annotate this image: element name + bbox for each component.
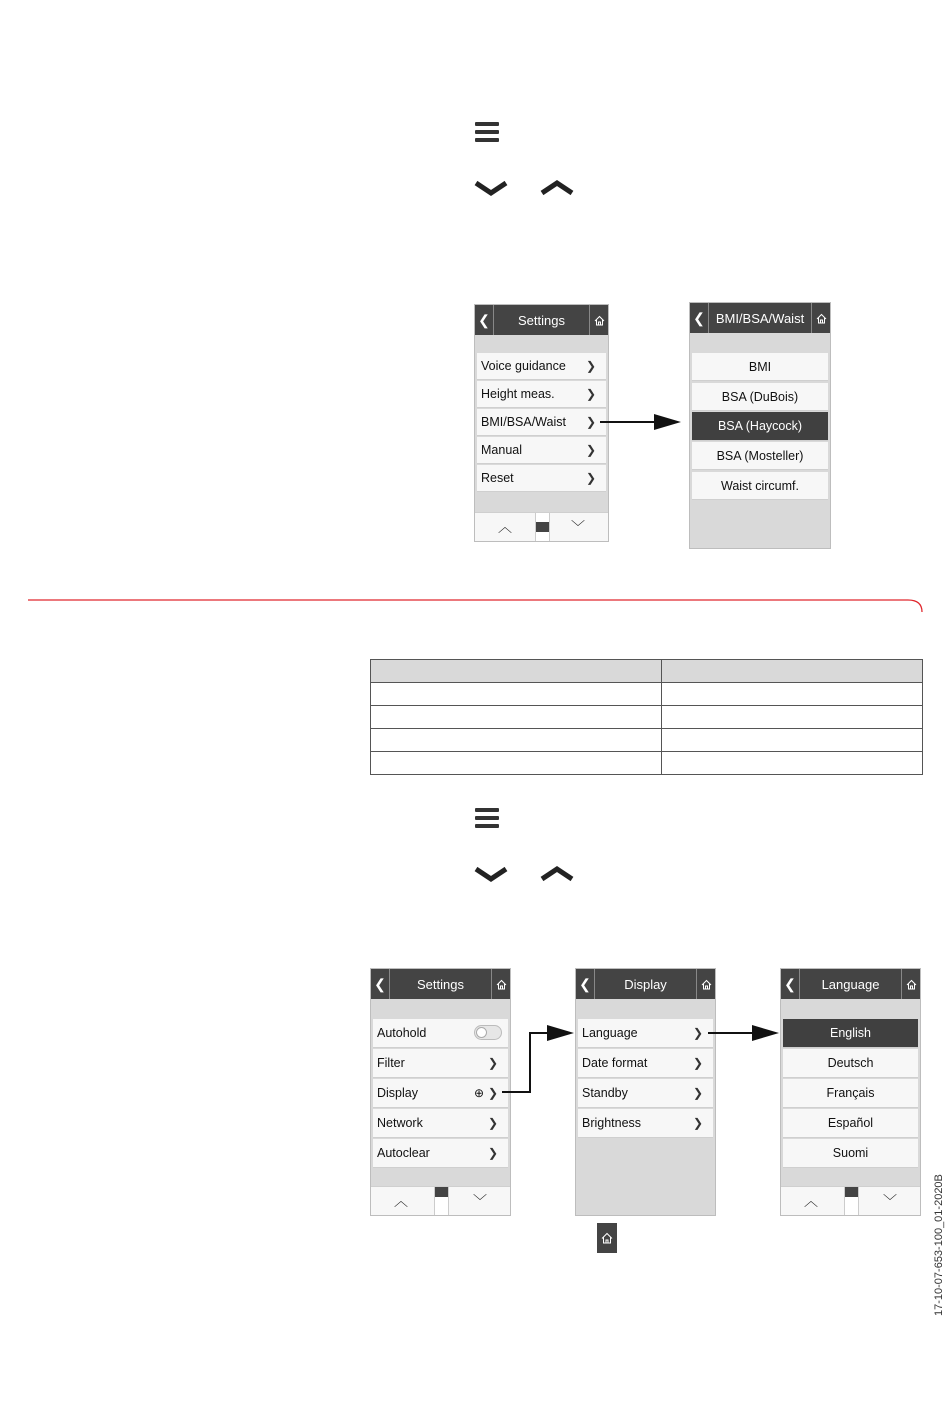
menu-item-label: Height meas.	[481, 387, 555, 401]
chevron-up-icon[interactable]: ︿	[804, 1193, 818, 1209]
option-label: Français	[826, 1086, 875, 1100]
menu-item-network[interactable]	[373, 1109, 508, 1138]
menu-item-label: Date format	[582, 1056, 648, 1070]
menu-item-language[interactable]	[578, 1019, 713, 1048]
menu-item-label: Reset	[481, 471, 514, 485]
table-row	[371, 752, 923, 775]
menu-item-label: Brightness	[582, 1116, 642, 1130]
option-english[interactable]	[783, 1019, 918, 1048]
arrow-line	[529, 1032, 531, 1093]
table-cell	[662, 683, 923, 706]
back-icon[interactable]: ❮	[690, 303, 709, 333]
chevron-down-icon[interactable]: ﹀	[883, 1193, 897, 1209]
menu-icon	[475, 122, 499, 146]
chevron-up-icon	[539, 178, 575, 198]
screen-header	[781, 969, 920, 999]
menu-item-label: BMI/BSA/Waist	[481, 415, 566, 429]
option-bsa-haycock[interactable]	[692, 412, 828, 441]
option-label: Español	[827, 1116, 874, 1130]
option-label: Deutsch	[827, 1056, 874, 1070]
bmi-bsa-waist-screen	[689, 302, 831, 549]
chevron-down-icon	[473, 178, 509, 198]
menu-item-display[interactable]	[373, 1079, 508, 1108]
option-label: BSA (Mosteller)	[716, 448, 804, 463]
autohold-toggle[interactable]	[474, 1025, 502, 1040]
option-label: Waist circumf.	[720, 478, 799, 493]
menu-item-date-format[interactable]	[578, 1049, 713, 1078]
chevron-right-icon: ❯	[585, 415, 596, 429]
menu-item-manual[interactable]	[477, 437, 606, 464]
scroll-footer	[371, 1186, 510, 1215]
menu-item-standby[interactable]	[578, 1079, 713, 1108]
arrow-head	[654, 413, 682, 431]
table-cell	[371, 683, 662, 706]
arrow-head	[547, 1024, 575, 1042]
screen-title: BMI/BSA/Waist	[715, 310, 805, 326]
arrow-line	[600, 421, 658, 423]
option-label: BMI	[748, 359, 772, 374]
menu-item-label: Manual	[481, 443, 522, 457]
chevron-right-icon: ❯	[692, 1056, 703, 1070]
home-icon[interactable]	[901, 969, 920, 999]
menu-item-label: Filter	[377, 1056, 405, 1070]
chevron-right-icon: ❯	[487, 1116, 498, 1130]
table-row	[371, 729, 923, 752]
table-cell	[371, 752, 662, 775]
chevron-right-icon: ❯	[692, 1116, 703, 1130]
table-cell	[662, 752, 923, 775]
chevron-down-icon[interactable]: ﹀	[571, 519, 585, 535]
table-cell	[662, 706, 923, 729]
screen-header	[576, 969, 715, 999]
option-label: English	[830, 1026, 871, 1040]
table-cell	[371, 729, 662, 752]
chevron-up-icon[interactable]: ︿	[498, 519, 512, 535]
language-screen	[780, 968, 921, 1216]
screen-header	[690, 303, 830, 333]
menu-item-reset[interactable]	[477, 465, 606, 492]
chevron-right-icon: ❯	[585, 443, 596, 457]
screen-title: Language	[821, 976, 880, 992]
chevron-up-icon	[539, 864, 575, 884]
table-header-cell	[662, 660, 923, 683]
figure-id: 17-10-07-653-100_01-2020B	[933, 1174, 945, 1316]
back-icon[interactable]: ❮	[781, 969, 800, 999]
option-suomi[interactable]	[783, 1139, 918, 1168]
section-divider	[28, 595, 928, 619]
chevron-right-icon: ❯	[487, 1146, 498, 1160]
menu-item-label: Network	[377, 1116, 423, 1130]
menu-item-filter[interactable]	[373, 1049, 508, 1078]
chevron-up-icon[interactable]: ︿	[394, 1193, 408, 1209]
arrow-line	[502, 1091, 531, 1093]
arrow-head	[752, 1024, 780, 1042]
menu-item-label: Language	[582, 1026, 638, 1040]
back-icon[interactable]: ❮	[475, 305, 494, 335]
table-cell	[662, 729, 923, 752]
chevron-right-icon: ❯	[585, 471, 596, 485]
home-icon[interactable]	[696, 969, 715, 999]
menu-item-label: Display	[377, 1086, 418, 1100]
chevron-right-icon: ❯	[692, 1086, 703, 1100]
scroll-footer	[781, 1186, 920, 1215]
arrow-line	[529, 1032, 549, 1034]
menu-item-label: Standby	[582, 1086, 628, 1100]
arrow-line	[708, 1032, 758, 1034]
option-label: Suomi	[832, 1146, 869, 1160]
menu-item-bmi-bsa-waist[interactable]	[477, 409, 606, 436]
menu-item-label: Voice guidance	[481, 359, 566, 373]
back-icon[interactable]: ❮	[371, 969, 390, 999]
chevron-right-icon: ❯	[487, 1056, 498, 1070]
globe-icon: ⊕	[473, 1086, 484, 1100]
menu-item-autoclear[interactable]	[373, 1139, 508, 1168]
home-icon[interactable]	[811, 303, 830, 333]
chevron-down-icon[interactable]: ﹀	[473, 1193, 487, 1209]
menu-item-label: Autoclear	[377, 1146, 430, 1160]
scrollbar[interactable]	[434, 1187, 449, 1215]
settings-screen-1	[474, 304, 609, 542]
screen-title: Settings	[417, 976, 464, 992]
home-icon[interactable]	[491, 969, 510, 999]
settings-screen-2	[370, 968, 511, 1216]
scroll-footer	[475, 512, 608, 541]
option-waist-circumf[interactable]	[692, 472, 828, 500]
scrollbar[interactable]	[844, 1187, 859, 1215]
menu-item-label: Autohold	[377, 1026, 427, 1040]
menu-icon	[475, 808, 499, 832]
option-bmi[interactable]	[692, 353, 828, 381]
screen-header	[371, 969, 510, 999]
menu-item-autohold[interactable]	[373, 1019, 508, 1048]
option-label: BSA (DuBois)	[721, 389, 799, 404]
table-header-row	[371, 660, 923, 683]
display-screen	[575, 968, 716, 1216]
option-deutsch[interactable]	[783, 1049, 918, 1078]
home-icon	[597, 1223, 617, 1253]
table-header-cell	[371, 660, 662, 683]
screen-title: Settings	[518, 312, 565, 328]
screen-header	[475, 305, 608, 335]
back-icon[interactable]: ❮	[576, 969, 595, 999]
menu-item-height-meas[interactable]	[477, 381, 606, 408]
table-row	[371, 683, 923, 706]
chevron-right-icon: ❯	[585, 359, 596, 373]
chevron-right-icon: ❯	[585, 387, 596, 401]
option-francais[interactable]	[783, 1079, 918, 1108]
chevron-right-icon: ❯	[487, 1086, 498, 1100]
option-bsa-mosteller[interactable]	[692, 442, 828, 470]
option-espanol[interactable]	[783, 1109, 918, 1138]
table-row	[371, 706, 923, 729]
option-bsa-dubois[interactable]	[692, 383, 828, 411]
option-label: BSA (Haycock)	[717, 419, 803, 433]
table-cell	[371, 706, 662, 729]
spec-table	[370, 659, 923, 775]
chevron-right-icon: ❯	[692, 1026, 703, 1040]
home-icon[interactable]	[589, 305, 608, 335]
menu-item-voice-guidance[interactable]	[477, 353, 606, 380]
menu-item-brightness[interactable]	[578, 1109, 713, 1138]
screen-title: Display	[624, 976, 667, 992]
chevron-down-icon	[473, 864, 509, 884]
